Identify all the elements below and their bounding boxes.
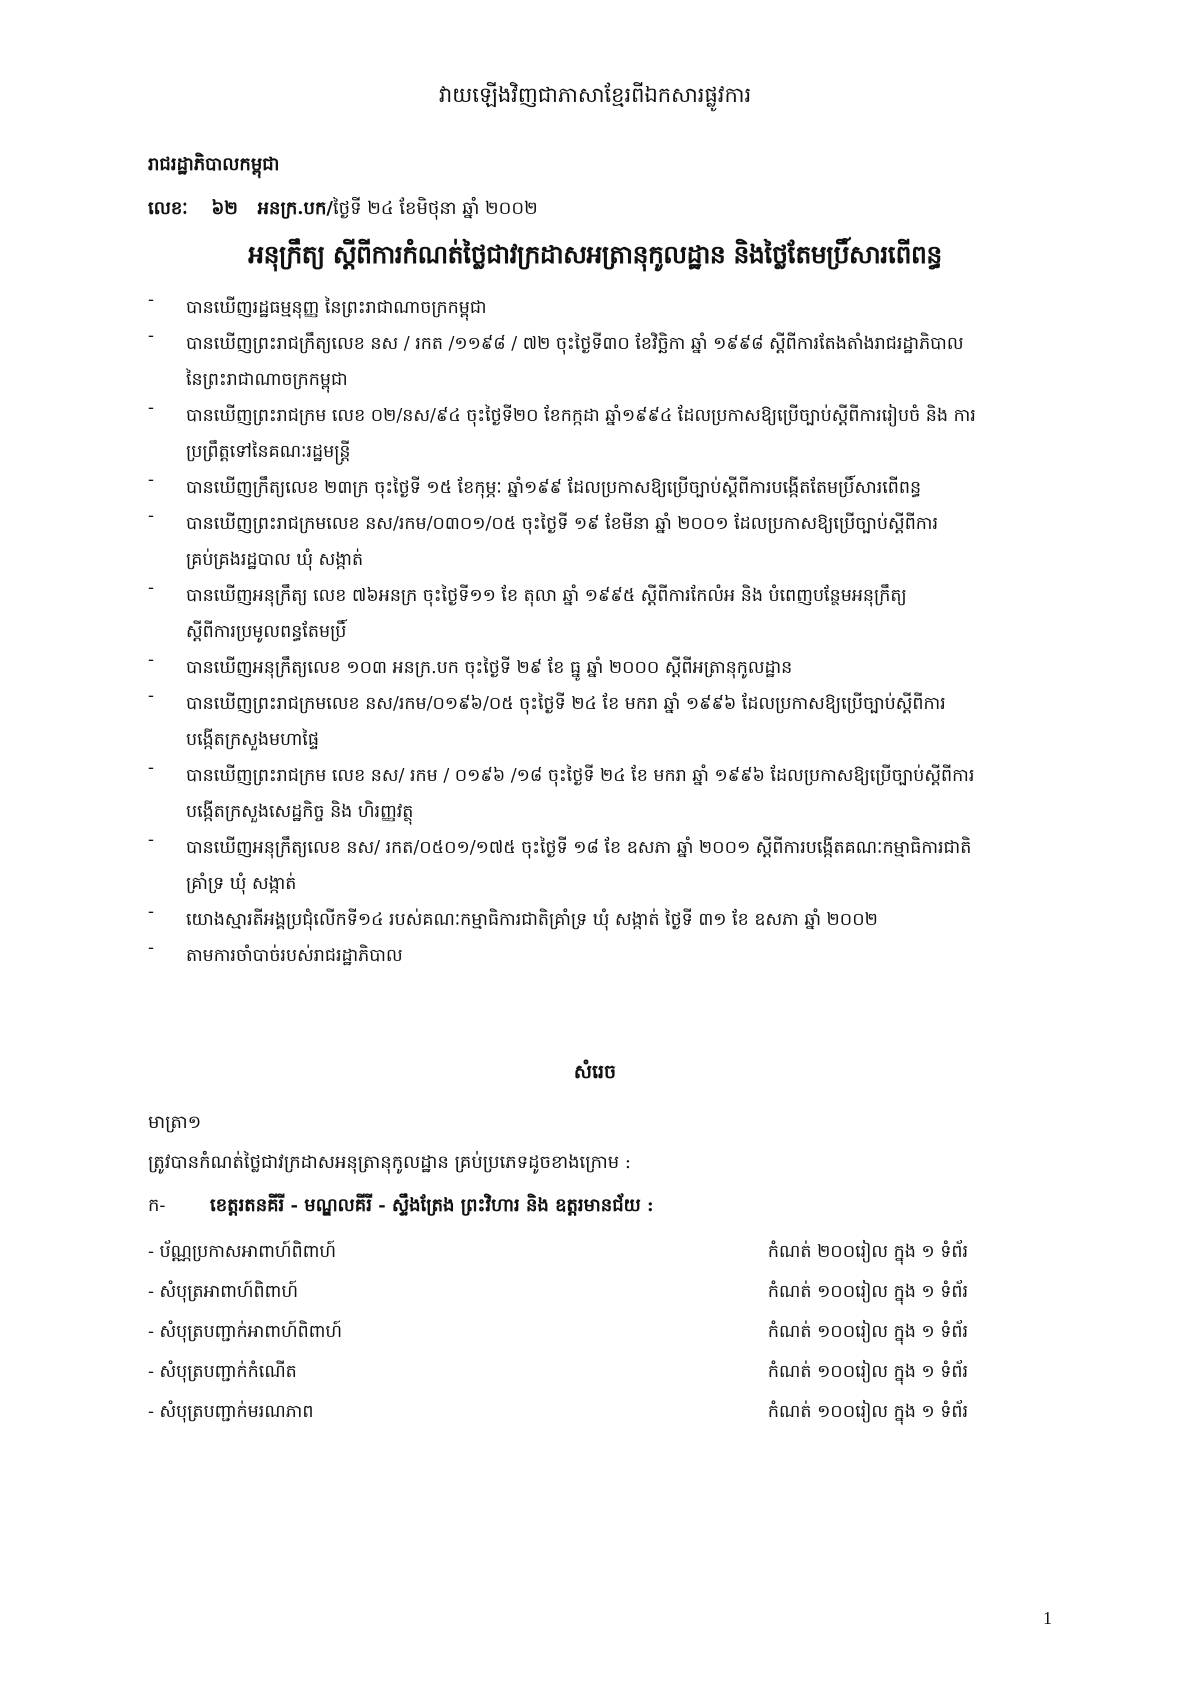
item-line: បានឃើញព្រះរាជក្រម លេខ ០២/នស/៩៤ ចុះថ្ងៃទី២០ ខែកក្កដា ឆ្នាំ១៩៩៤ ដែលប្រកាសឱ្យប្រើច្បាប់ស្តីពីការរៀបចំ និង ការ — [186, 406, 976, 426]
fee-price: កំណត់ ២០០រៀល ក្នុង ១ ទំព័រ — [767, 1242, 968, 1262]
page-number: 1 — [1043, 1608, 1052, 1628]
dash-marker: - — [148, 506, 154, 526]
item-line: បានឃើញព្រះរាជក្រមលេខ នស/រកម/០៣០១/០៥ ចុះថ្ងៃទី ១៩ ខែមីនា ឆ្នាំ ២០០១ ដែលប្រកាសឱ្យប្រើច្បាប់ស្តីពីការ — [186, 514, 939, 534]
item-line: បានឃើញអនុក្រឹត្យ លេខ ៧៦អនក្រ ចុះថ្ងៃទី១១ ខែ តុលា ឆ្នាំ ១៩៩៥ ស្តីពីការកែលំអ និង បំពេញបន្ថែមអនុក្រឹត្យ — [186, 586, 907, 606]
item-line: បង្កើតក្រសួងមហាផ្ទៃ — [186, 730, 319, 750]
fee-list — [148, 1232, 968, 1432]
fee-name: - សំបុត្រអាពាហ៍ពិពាហ៍ — [148, 1282, 298, 1302]
dash-marker: - — [148, 290, 154, 310]
fee-price: កំណត់ ១០០រៀល ក្នុង ១ ទំព័រ — [767, 1402, 968, 1422]
item-line: បានឃើញក្រឹត្យលេខ ២៣ក្រ ចុះថ្ងៃទី ១៥ ខែកុម្ភៈ ឆ្នាំ១៩៩ ដែលប្រកាសឱ្យប្រើច្បាប់ស្តីពីការបង្កើតតែមប្រិ៍សារពើពន្ធ — [186, 478, 922, 498]
fee-row — [148, 1232, 968, 1272]
decision-heading: សំរេច — [573, 1061, 617, 1083]
fee-price: កំណត់ ១០០រៀល ក្នុង ១ ទំព័រ — [767, 1362, 968, 1382]
item-line: នៃព្រះរាជាណាចក្រកម្ពុជា — [186, 370, 348, 390]
item-line: បានឃើញព្រះរាជក្រឹត្យលេខ នស / រកត /១១៩៨ / ៧២ ចុះថ្ងៃទី៣០ ខែវិច្ឆិកា ឆ្នាំ ១៩៩៨ ស្តីពីការតែងតាំងរាជរដ្ឋាភិបាល — [186, 334, 964, 354]
organization-name: រាជរដ្ឋាភិបាលកម្ពុជា — [148, 154, 280, 175]
list-item — [148, 758, 1058, 830]
preamble-list — [148, 290, 1058, 974]
section-label: ក- — [148, 1195, 166, 1216]
reference-number: ៦២ — [211, 198, 238, 219]
list-item — [148, 686, 1058, 758]
dash-marker: - — [148, 326, 154, 346]
article-intro: ត្រូវបានកំណត់ថ្លៃជាវក្រដាសអនុត្រានុកូលដ្ឋាន គ្រប់ប្រភេទដូចខាងក្រោម : — [148, 1152, 631, 1173]
item-line: បានឃើញព្រះរាជក្រមលេខ នស/រកម/០១៩៦/០៥ ចុះថ្ងៃទី ២៤ ខែ មករា ឆ្នាំ ១៩៩៦ ដែលប្រកាសឱ្យប្រើច្បាប់ស្តីពីការ — [186, 694, 946, 714]
dash-marker: - — [148, 830, 154, 850]
item-line: បានឃើញអនុក្រឹត្យលេខ ១០៣ អនក្រ.បក ចុះថ្ងៃទី ២៩ ខែ ធ្នូ ឆ្នាំ ២០០០ ស្តីពីអត្រានុកូលដ្ឋាន — [186, 658, 793, 678]
item-line: បានឃើញអនុក្រឹត្យលេខ នស/ រកត/០៥០១/១៧៥ ចុះថ្ងៃទី ១៨ ខែ ឧសភា ឆ្នាំ ២០០១ ស្តីពីការបង្កើតគណៈកម្មាធិការជាតិ — [186, 838, 972, 858]
page-header: វាយឡើងវិញជាភាសាខ្មែរពីឯកសារផ្លូវការ — [438, 83, 752, 107]
dash-marker: - — [148, 686, 154, 706]
fee-row — [148, 1272, 968, 1312]
fee-row — [148, 1392, 968, 1432]
item-line: ប្រព្រឹត្តទៅនៃគណៈរដ្ឋមន្ត្រី — [186, 442, 351, 462]
fee-name: - សំបុត្របញ្ជាក់កំណើត — [148, 1362, 297, 1382]
fee-row — [148, 1352, 968, 1392]
section-text: ខេត្តរតនគីរី - មណ្ឌលគីរី - ស្ទឹងត្រែង ព្រះវិហារ និង ឧត្តរមានជ័យ : — [210, 1195, 654, 1216]
dash-marker: - — [148, 902, 154, 922]
list-item — [148, 290, 1058, 326]
item-line: គ្រប់គ្រងរដ្ឋបាល ឃុំ សង្កាត់ — [186, 550, 364, 570]
item-line: គ្រាំទ្រ ឃុំ សង្កាត់ — [186, 874, 297, 894]
dash-marker: - — [148, 578, 154, 598]
item-line: បង្កើតក្រសួងសេដ្ឋកិច្ច និង ហិរញ្ញវត្ថុ — [186, 802, 414, 822]
item-line: តាមការចាំបាច់របស់រាជរដ្ឋាភិបាល — [186, 946, 403, 966]
item-line: ស្តីពីការប្រមូលពន្ធតែមប្រិ៍ — [186, 622, 347, 642]
fee-name: - សំបុត្របញ្ជាក់អាពាហ៍ពិពាហ៍ — [148, 1322, 343, 1342]
fee-price: កំណត់ ១០០រៀល ក្នុង ១ ទំព័រ — [767, 1322, 968, 1342]
list-item — [148, 326, 1058, 398]
list-item — [148, 902, 1058, 938]
fee-name: - ប័ណ្ណប្រកាសអាពាហ៍ពិពាហ៍ — [148, 1242, 337, 1262]
list-item — [148, 470, 1058, 506]
reference-line — [148, 196, 538, 223]
list-item — [148, 398, 1058, 470]
list-item — [148, 578, 1058, 650]
item-line: យោងស្មារតីអង្គប្រជុំលើកទី១៤ របស់គណៈកម្មាធិការជាតិគ្រាំទ្រ ឃុំ សង្កាត់ ថ្ងៃទី ៣១ ខែ ឧសភា ឆ្នាំ ២០០២ — [186, 910, 878, 930]
fee-row — [148, 1312, 968, 1352]
dash-marker: - — [148, 938, 154, 958]
list-item — [148, 938, 1058, 974]
list-item — [148, 650, 1058, 686]
document-title: អនុក្រឹត្យ ស្តីពីការកំណត់ថ្លៃជាវក្រដាសអត្រានុកូលដ្ឋាន និងថ្លៃតែមប្រិ៍សារពើពន្ធ — [248, 240, 942, 269]
fee-name: - សំបុត្របញ្ជាក់មរណភាព — [148, 1402, 314, 1422]
dash-marker: - — [148, 758, 154, 778]
dash-marker: - — [148, 398, 154, 418]
fee-price: កំណត់ ១០០រៀល ក្នុង ១ ទំព័រ — [767, 1282, 968, 1302]
reference-label: លេខៈ — [148, 198, 188, 219]
list-item — [148, 830, 1058, 902]
item-line: បានឃើញរដ្ឋធម្មនុញ្ញ នៃព្រះរាជាណាចក្រកម្ពុជា — [186, 298, 487, 318]
dash-marker: - — [148, 650, 154, 670]
reference-code: អនក្រ.បក/ — [257, 198, 333, 219]
list-item — [148, 506, 1058, 578]
dash-marker: - — [148, 470, 154, 490]
item-line: បានឃើញព្រះរាជក្រម លេខ នស/ រកម / ០១៩៦ /១៨ ចុះថ្ងៃទី ២៤ ខែ មករា ឆ្នាំ ១៩៩៦ ដែលប្រកាសឱ្យប្រើច្បាប់ស្តីពីការ — [186, 766, 975, 786]
reference-date: ថ្ងៃទី ២៤ ខែមិថុនា ឆ្នាំ ២០០២ — [332, 198, 538, 219]
article-heading: មាត្រា១ — [148, 1112, 202, 1133]
section-heading — [148, 1193, 654, 1220]
